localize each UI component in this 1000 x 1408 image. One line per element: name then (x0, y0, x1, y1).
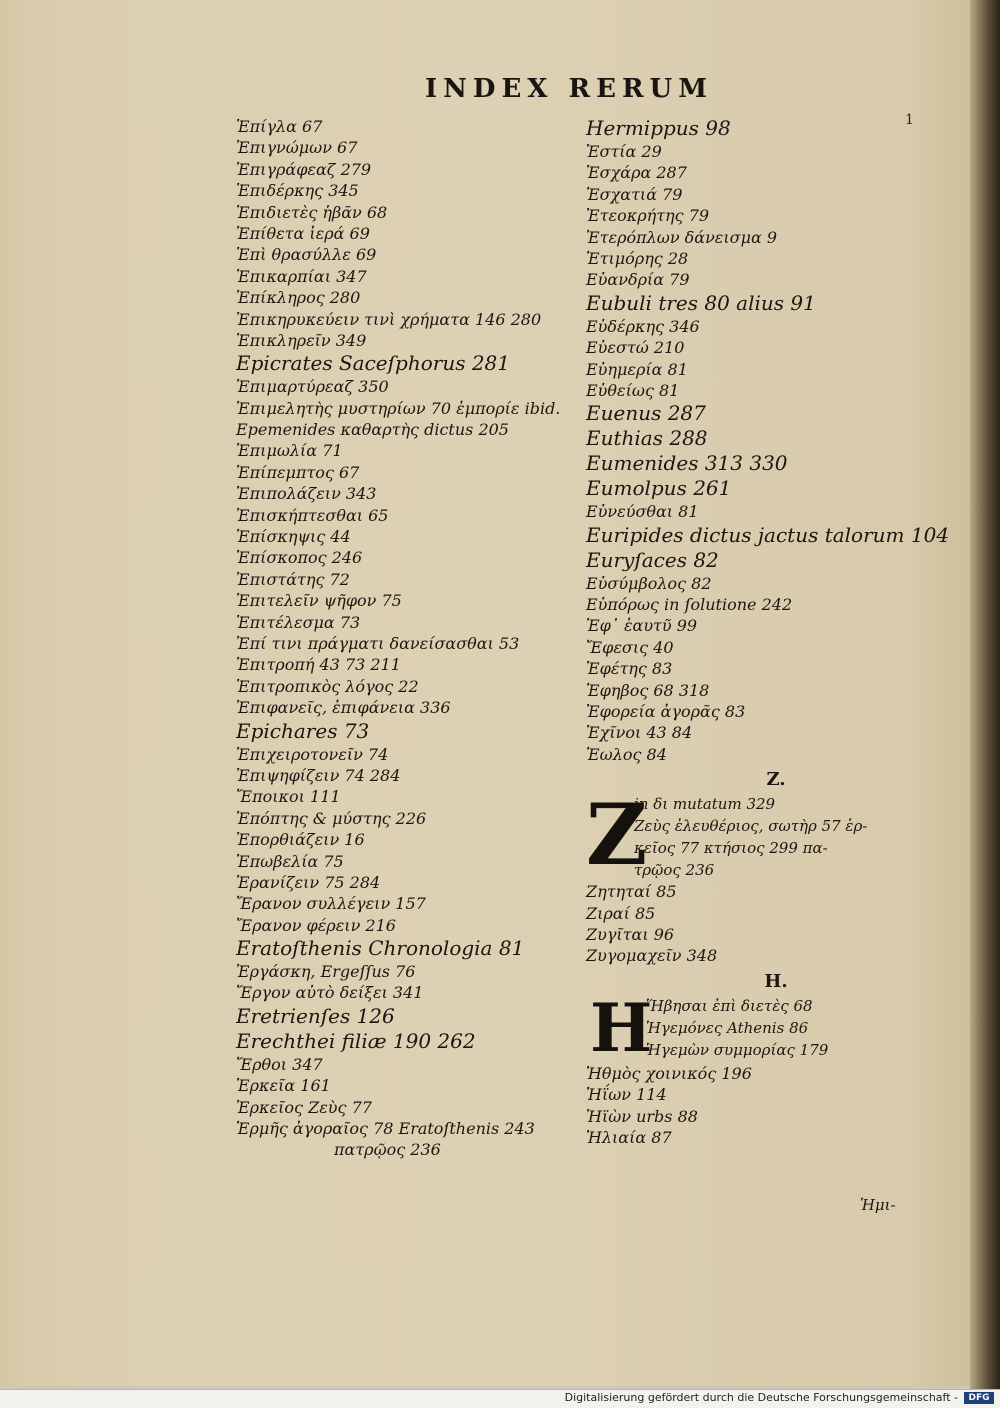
index-entry: Euripides dictus jactus talorum 104 (586, 522, 950, 547)
footer-credit: Digitalisierung gefördert durch die Deutsche Forschungsgemeinschaft - (564, 1391, 958, 1404)
book-fore-edge (970, 0, 1000, 1395)
index-entry: Ἡθμὸς χοινικός 196 (586, 1063, 752, 1083)
index-entry: πατρῷος 236 (334, 1140, 441, 1160)
catchword: Ἡμι- (860, 1196, 896, 1214)
index-entry: Εὐανδρία 79 (586, 270, 690, 290)
index-entry: Εὐσύμβολος 82 (586, 573, 712, 593)
index-entry: Ἔφεσις 40 (586, 637, 674, 657)
index-entry: Ἐφ᾽ ἑαυτῦ 99 (586, 616, 698, 636)
index-entry: Ἡγεμὼν συμμορίας 179 (646, 1040, 829, 1059)
index-entry: Erechthei filiæ 190 262 (236, 1028, 476, 1053)
index-entry: Εὐδέρκης 346 (586, 316, 700, 336)
index-entry: Ἐπιγράφεαζ 279 (236, 159, 372, 179)
index-entry: Ἐτεοκρήτης 79 (586, 206, 710, 226)
index-entry: Ἐπικηρυκεύειν τινὶ χρήματα 146 280 (236, 309, 542, 329)
index-entry: Ζυγομαχεῖν 348 (586, 946, 718, 966)
index-entry: Ἐπιμωλία 71 (236, 441, 343, 461)
index-entry: τρῷος 236 (634, 861, 715, 880)
index-entry: in δι mutatum 329 (634, 795, 776, 814)
index-entry: Eretrienſes 126 (236, 1003, 395, 1028)
index-entry: Ἐπιδέρκης 345 (236, 181, 359, 201)
index-entry: Ἐρανίζειν 75 284 (236, 872, 381, 892)
index-entry: Εὐπόρως in ſolutione 242 (586, 595, 793, 615)
index-entry: Epemenides καθαρτὴς dictus 205 (236, 420, 509, 440)
index-column-right (586, 116, 950, 1148)
index-entry: Ἐφηβος 68 318 (586, 680, 710, 700)
index-entry: Ἐπιμελητὴς μυστηρίων 70 ἐμπορίε ibid. (236, 398, 561, 418)
index-entry: Ἐπιτροπικὸς λόγος 22 (236, 676, 419, 696)
index-entry: Εὐημερία 81 (586, 359, 688, 379)
index-entry: κεῖος 77 κτήσιος 299 πα- (634, 839, 828, 858)
index-entry: Ἐπιτροπή 43 73 211 (236, 655, 401, 675)
index-entry: Ἐπωβελία 75 (236, 851, 344, 871)
index-entry: Ἑρμῆς ἀγοραῖος 78 Eratoſthenis 243 (236, 1119, 535, 1139)
index-entry: Εὐθείως 81 (586, 380, 680, 400)
running-head: INDEX RERUM (425, 74, 714, 104)
index-entry: Ἐχῖνοι 43 84 (586, 723, 693, 743)
index-entry: Ἐπικληρεῖν 349 (236, 330, 367, 350)
index-entry: Hermippus 98 (586, 116, 731, 140)
index-entry: Ζητηταί 85 (586, 882, 677, 902)
index-entry: Ἥβησαι ἐπὶ διετὲς 68 (646, 996, 813, 1015)
index-entry: Ἑστία 29 (586, 142, 662, 161)
index-entry: Ἐπιδιετὲς ἡβᾶν 68 (236, 202, 388, 222)
index-list-h (586, 1063, 926, 1149)
index-entry: Εὐεστώ 210 (586, 338, 685, 358)
index-list-z (586, 881, 926, 967)
index-entry: Ἐπίκληρος 280 (236, 288, 361, 308)
index-entry: Ζυγῖται 96 (586, 924, 675, 944)
index-entry: Εὐνεύσθαι 81 (586, 502, 699, 522)
index-entry: Euryſaces 82 (586, 547, 719, 572)
index-entry: Ἐπίγλα 67 (236, 117, 323, 136)
index-entry: Ἔργον αὐτὸ δείξει 341 (236, 983, 424, 1003)
index-entry: Epichares 73 (236, 718, 370, 743)
dfg-logo: DFG (964, 1392, 994, 1404)
index-entry: Ἐπίπεμπτος 67 (236, 462, 360, 482)
index-entry: Eubuli tres 80 alius 91 (586, 290, 816, 315)
index-entry: Ἐπιφανεῖς, ἐπιφάνεια 336 (236, 698, 451, 718)
index-entry: Ἔποικοι 111 (236, 787, 341, 807)
index-entry: Ἠϊὼν urbs 88 (586, 1106, 698, 1126)
index-entry: Ἐωλος 84 (586, 744, 667, 764)
index-entry: Ἐπίσκοπος 246 (236, 548, 363, 568)
index-column-left (236, 116, 581, 1161)
index-entry: Ἐπιτέλεσμα 73 (236, 612, 361, 632)
index-entry: Ἔρανον φέρειν 216 (236, 915, 396, 935)
index-entry: Ἡγεμόνες Athenis 86 (646, 1018, 809, 1037)
dropcap-z: Z (586, 785, 648, 885)
index-entry: Ἔρθοι 347 (236, 1054, 323, 1074)
page-mark: 1 (905, 112, 914, 128)
index-entry: Ἐπιπολάζειν 343 (236, 484, 377, 504)
index-entry: Ἐφέτης 83 (586, 659, 673, 679)
index-entry: Ἐπιψηφίζειν 74 284 (236, 765, 401, 785)
index-entry: Ἐπιμαρτύρεαζ 350 (236, 377, 389, 397)
index-entry: Ἐπιγνώμων 67 (236, 138, 358, 158)
index-entry: Ἐρκεῖος Ζεὺς 77 (236, 1097, 372, 1117)
index-entry: Ἐπιστάτης 72 (236, 569, 350, 589)
index-entry: Ἐπίθετα ἱερά 69 (236, 223, 370, 243)
section-heading-h: H. (764, 970, 788, 992)
index-entry: Ἡλιαία 87 (586, 1127, 672, 1147)
index-entry: Ἐπισκήπτεσθαι 65 (236, 505, 389, 525)
index-entry: Ἔρανον συλλέγειν 157 (236, 894, 426, 914)
index-entry: Ἐτερόπλων δάνεισμα 9 (586, 227, 778, 247)
dropcap-h: H (590, 988, 653, 1067)
index-entry: Ζεὺς ἐλευθέριος, σωτὴρ 57 ἑρ- (634, 817, 868, 836)
index-entry: Ἐσχατιά 79 (586, 184, 683, 204)
index-entry: Ἐφορεία ἀγορᾶς 83 (586, 702, 746, 722)
index-entry: Euthias 288 (586, 426, 708, 451)
index-entry: Euenus 287 (586, 401, 706, 426)
index-entry: Ἐρκεῖα 161 (236, 1076, 331, 1096)
index-entry: Eratoſthenis Chronologia 81 (236, 936, 525, 961)
index-entry: Ἐσχάρα 287 (586, 163, 687, 183)
section-h-intro (586, 988, 926, 1067)
index-entry: Ἐπιχειροτονεῖν 74 (236, 744, 389, 764)
index-entry: Ἐπίσκηψις 44 (236, 527, 351, 547)
section-z-intro (586, 785, 926, 885)
index-entry: Ἐτιμόρης 28 (586, 248, 689, 268)
index-entry: Epicrates Saceſphorus 281 (236, 351, 511, 376)
index-entry: Ἠΐων 114 (586, 1085, 667, 1105)
index-entry: Ἐπικαρπίαι 347 (236, 266, 367, 286)
index-list-e (586, 116, 950, 765)
index-entry: Ζιραί 85 (586, 903, 656, 923)
section-heading-z: Z. (766, 769, 786, 791)
index-entry: Ἐπορθιάζειν 16 (236, 830, 365, 850)
index-entry: Eumolpus 261 (586, 476, 732, 501)
index-entry: Eumenides 313 330 (586, 451, 788, 476)
index-entry: Ἐργάσκη, Ergeſſus 76 (236, 962, 416, 982)
index-entry: Ἐπὶ θρασύλλε 69 (236, 245, 377, 265)
index-entry: Ἐπόπτης & μύστης 226 (236, 808, 427, 828)
index-entry: Ἐπί τινι πράγματι δανείσασθαι 53 (236, 633, 520, 653)
index-entry: Ἐπιτελεῖν ψῆφον 75 (236, 591, 402, 611)
